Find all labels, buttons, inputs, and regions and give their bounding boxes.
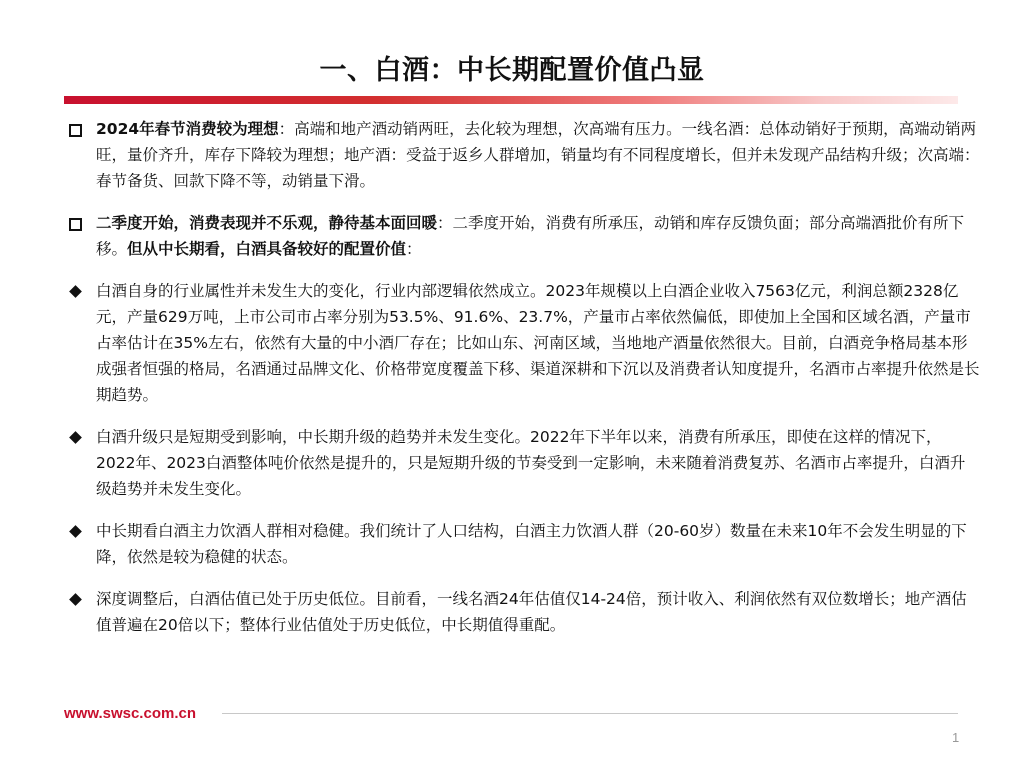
item-bold-text: 2024年春节消费较为理想 <box>96 120 279 138</box>
item-bold-text-2: 但从中长期看，白酒具备较好的配置价值 <box>127 240 407 258</box>
item-text-2: ： <box>406 240 422 258</box>
item-text: 深度调整后，白酒估值已处于历史低位。目前看，一线名酒24年估值仅14-24倍，预计收入、利润依然有双位数增长；地产酒估值普遍在20倍以下；整体行业估值处于历史低位，中长期值得重配。 <box>96 590 967 634</box>
slide-title: 一、白酒：中长期配置价值凸显 <box>319 55 705 86</box>
item-text: ：高端和地产酒动销两旺，去化较为理想，次高端有压力。一线名酒：总体动销好于预期，高端动销两旺，量价齐升，库存下降较为理想；地产酒：受益于返乡人群增加，销量均有不同程度增长，但并未发现产品结构升级；次高端：春节备货、回款下降不等，动销量下滑。 <box>96 120 980 190</box>
bullet-item <box>64 586 980 638</box>
diamond-bullet-icon <box>66 590 84 608</box>
square-bullet-icon <box>66 120 84 138</box>
item-text: ：二季度开始，消费有所承压，动销和库存反馈负面；部分高端酒批价有所下移。 <box>96 214 965 258</box>
footer-website-link[interactable]: www.swsc.com.cn <box>64 705 196 722</box>
item-text: 白酒升级只是短期受到影响，中长期升级的趋势并未发生变化。2022年下半年以来，消费有所承压，即使在这样的情况下，2022年、2023白酒整体吨价依然是提升的，只是短期升级的节奏受到一定影响，未来随着消费复苏、名酒市占率提升，白酒升级趋势并未发生变化。 <box>96 428 966 498</box>
title-underline-bar <box>64 96 958 104</box>
bullet-item <box>64 518 980 570</box>
item-text: 白酒自身的行业属性并未发生大的变化，行业内部逻辑依然成立。2023年规模以上白酒企业收入7563亿元，利润总额2328亿元，产量629万吨，上市公司市占率分别为53.5%、91.6%、23.7%，产量市占率依然偏低，即使加上全国和区域名酒，产量市占率估计在35%左右，依然有大量的中小酒厂存在；比如山东、河南区域，当地地产酒量依然很大。目前，白酒竞争格局基本形成强者恒强的格局，名酒通过品牌文化、价格带宽度覆盖下移、渠道深耕和下沉以及消费者认知度提升，名酒市占率提升依然是长期趋势。 <box>96 282 980 404</box>
bullet-item <box>64 116 980 194</box>
item-bold-text: 二季度开始，消费表现并不乐观，静待基本面回暖 <box>96 214 438 232</box>
diamond-bullet-icon <box>66 428 84 446</box>
diamond-bullet-icon <box>66 522 84 540</box>
item-text: 中长期看白酒主力饮酒人群相对稳健。我们统计了人口结构，白酒主力饮酒人群（20-60岁）数量在未来10年不会发生明显的下降，依然是较为稳健的状态。 <box>96 522 967 566</box>
square-bullet-icon <box>66 214 84 232</box>
content-body <box>64 116 980 654</box>
bullet-item <box>64 210 980 262</box>
bullet-item <box>64 424 980 502</box>
bullet-item <box>64 278 980 408</box>
footer-divider <box>222 713 958 714</box>
diamond-bullet-icon <box>66 282 84 300</box>
page-number: 1 <box>952 730 960 745</box>
